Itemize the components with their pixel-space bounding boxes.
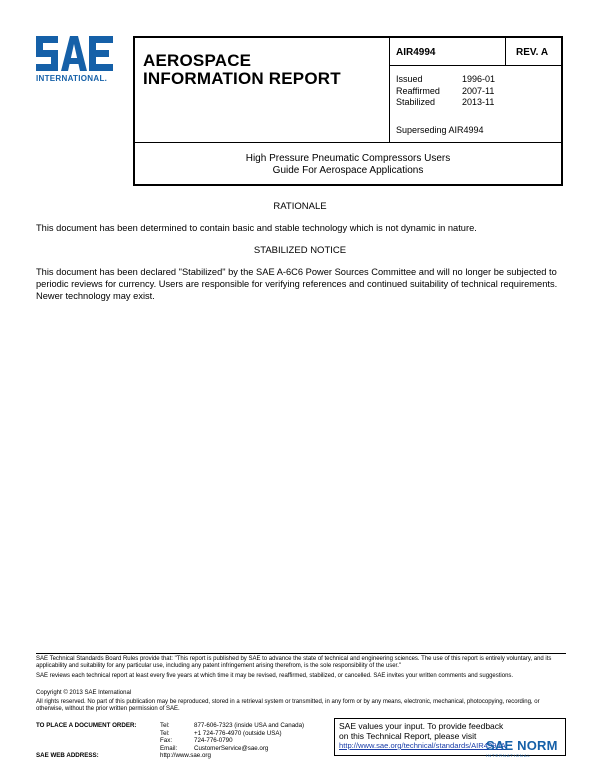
- logo-subtitle: INTERNATIONAL.: [36, 74, 108, 83]
- contact-row: [36, 745, 354, 753]
- feedback-link[interactable]: http://www.sae.org/technical/standards/AIR4994A: [339, 741, 506, 750]
- footer-rule: [36, 653, 566, 654]
- date-label: Issued: [396, 74, 423, 84]
- order-label: TO PLACE A DOCUMENT ORDER:: [36, 722, 137, 729]
- date-label: Stabilized: [396, 97, 436, 107]
- order-contacts: [36, 722, 354, 760]
- revision: REV. A: [506, 38, 562, 66]
- feedback-line2: on this Technical Report, please visit: [339, 731, 477, 741]
- stabilized-heading: STABILIZED NOTICE: [253, 245, 347, 256]
- feedback-line1: SAE values your input. To provide feedback: [339, 721, 504, 731]
- document-number: AIR4994: [390, 38, 506, 66]
- sae-logo-icon: [36, 36, 116, 72]
- contact-value: 724-776-0790: [194, 737, 233, 745]
- web-row: [36, 752, 354, 760]
- footer-rights-text: All rights reserved. No part of this publication may be reproduced, stored in a retrieval system or transmitted, in any form or by any means, electronic, mechanical, photocopying, recording, or otherwise, without the prior written permission of SAE.: [36, 699, 540, 713]
- watermark-sub: INTERNATIONAL: [486, 753, 531, 758]
- contact-value: +1 724-776-4970 (outside USA): [194, 729, 282, 737]
- date-value: 2007-11: [462, 85, 495, 96]
- footer-review-text: SAE reviews each technical report at least every five years at which time it may be revised, reaffirmed, stabilized, or cancelled. SAE invites your written comments and suggestions.: [36, 673, 514, 679]
- report-type-line1: AEROSPACE: [143, 51, 252, 70]
- date-label: Reaffirmed: [396, 85, 440, 96]
- footer-rules-text: SAE Technical Standards Board Rules provide that: "This report is published by SAE to advance the state of technical and engineering sciences. The use of this report is entirely voluntary, and its applicability and suitability for any particular use, including any patent infringement arising therefrom, is the sole responsibility of the user.": [36, 656, 552, 670]
- date-list: [396, 74, 495, 109]
- date-row-issued: [396, 74, 495, 86]
- contact-label: Tel:: [160, 729, 170, 737]
- date-value: 1996-01: [462, 74, 496, 84]
- contact-row: [36, 730, 354, 738]
- web-label: SAE WEB ADDRESS:: [36, 752, 99, 760]
- report-type-line2: INFORMATION REPORT: [143, 69, 341, 88]
- report-type-cell: [135, 38, 389, 142]
- rationale-text: This document has been determined to contain basic and stable technology which is not dynamic in nature.: [36, 223, 477, 233]
- document-title: [135, 142, 561, 184]
- doc-info-cell: [389, 38, 562, 142]
- report-type: [143, 52, 341, 88]
- contact-value: 877-606-7323 (inside USA and Canada): [194, 722, 305, 729]
- footer-copyright: Copyright © 2013 SAE International: [36, 690, 132, 696]
- contact-row: [36, 737, 354, 745]
- watermark-logo: [486, 738, 558, 758]
- date-row-reaffirmed: [396, 86, 495, 98]
- contact-label: Email:: [160, 744, 178, 752]
- date-row-stabilized: [396, 97, 495, 109]
- stabilized-text: This document has been declared "Stabilized" by the SAE A-6C6 Power Sources Committee and will no longer be subjected to periodic reviews for currency. Users are responsible for verifying references and continued suitability of technical requirements. Newer technology may exist.: [36, 267, 558, 301]
- document-title-line2: Guide For Aerospace Applications: [272, 165, 424, 176]
- document-title-line1: High Pressure Pneumatic Compressors Users: [245, 153, 451, 164]
- superseding: Superseding AIR4994: [396, 125, 484, 135]
- date-value: 2013-11: [462, 97, 495, 107]
- contact-label: Tel:: [160, 722, 170, 729]
- rationale-heading: RATIONALE: [273, 201, 327, 212]
- contact-row: [36, 722, 354, 730]
- contact-email[interactable]: CustomerService@sae.org: [194, 744, 269, 752]
- watermark-text: SAE NORM: [486, 738, 558, 753]
- document-header: [133, 36, 563, 186]
- contact-label: Fax:: [160, 737, 173, 745]
- web-address-link[interactable]: http://www.sae.org: [160, 752, 211, 760]
